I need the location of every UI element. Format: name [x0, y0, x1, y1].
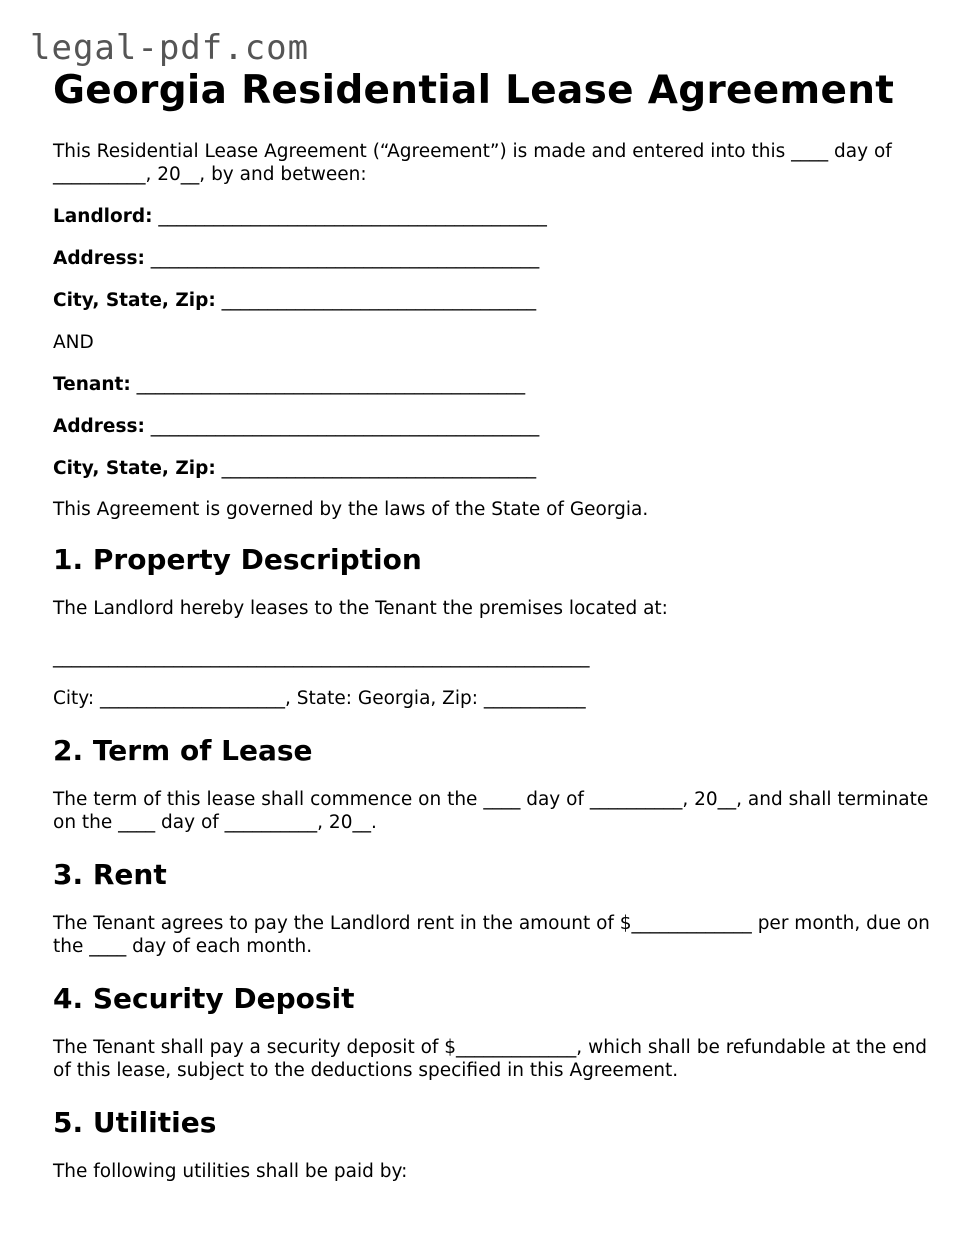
tenant-name-blank[interactable]: __________________________________________: [130, 374, 526, 395]
governing-law-statement: This Agreement is governed by the laws of the State of Georgia.: [53, 499, 649, 520]
landlord-city-field[interactable]: [53, 289, 933, 312]
document-page: [53, 68, 933, 1183]
intro-paragraph: This Residential Lease Agreement (“Agreement”) is made and entered into this ____ day of __________, 20__, by and between:: [53, 141, 892, 185]
term-text: The term of this lease shall commence on the ____ day of __________, 20__, and shall terminate on the ____ day of __________, 20__.: [53, 789, 929, 833]
section-heading-property: 1. Property Description: [53, 543, 422, 576]
property-city-state-zip[interactable]: City: ____________________, State: Georgia, Zip: ___________: [53, 688, 586, 709]
deposit-text: The Tenant shall pay a security deposit of $_____________, which shall be refundable at the end of this lease, subject to the deductions specified in this Agreement.: [53, 1037, 928, 1081]
landlord-address-label: Address:: [53, 248, 145, 269]
landlord-name-blank[interactable]: __________________________________________: [152, 206, 547, 227]
tenant-address-field[interactable]: [53, 415, 933, 438]
landlord-name-label: Landlord:: [53, 206, 153, 227]
rent-text: The Tenant agrees to pay the Landlord rent in the amount of $_____________ per month, due on the ____ day of each month.: [53, 913, 930, 957]
landlord-address-field[interactable]: [53, 247, 933, 270]
tenant-city-field[interactable]: [53, 457, 933, 480]
section-heading-deposit: 4. Security Deposit: [53, 982, 355, 1015]
landlord-city-blank[interactable]: __________________________________: [215, 290, 537, 311]
utilities-text: The following utilities shall be paid by:: [53, 1161, 408, 1182]
property-description-text: The Landlord hereby leases to the Tenant the premises located at:: [53, 598, 668, 619]
section-heading-term: 2. Term of Lease: [53, 734, 313, 767]
landlord-address-blank[interactable]: __________________________________________: [144, 248, 540, 269]
landlord-city-label: City, State, Zip:: [53, 290, 216, 311]
section-heading-rent: 3. Rent: [53, 858, 167, 891]
landlord-name-field[interactable]: [53, 205, 933, 228]
section-heading-utilities: 5. Utilities: [53, 1106, 217, 1139]
property-address-blank[interactable]: __________________________________________________________: [53, 647, 590, 668]
document-title: Georgia Residential Lease Agreement: [53, 68, 895, 113]
tenant-name-field[interactable]: [53, 373, 933, 396]
tenant-city-blank[interactable]: __________________________________: [215, 458, 537, 479]
tenant-name-label: Tenant:: [53, 374, 131, 395]
tenant-city-label: City, State, Zip:: [53, 458, 216, 479]
tenant-address-label: Address:: [53, 416, 145, 437]
tenant-address-blank[interactable]: __________________________________________: [144, 416, 540, 437]
watermark: legal-pdf.com: [30, 28, 310, 68]
and-separator: AND: [53, 332, 94, 353]
